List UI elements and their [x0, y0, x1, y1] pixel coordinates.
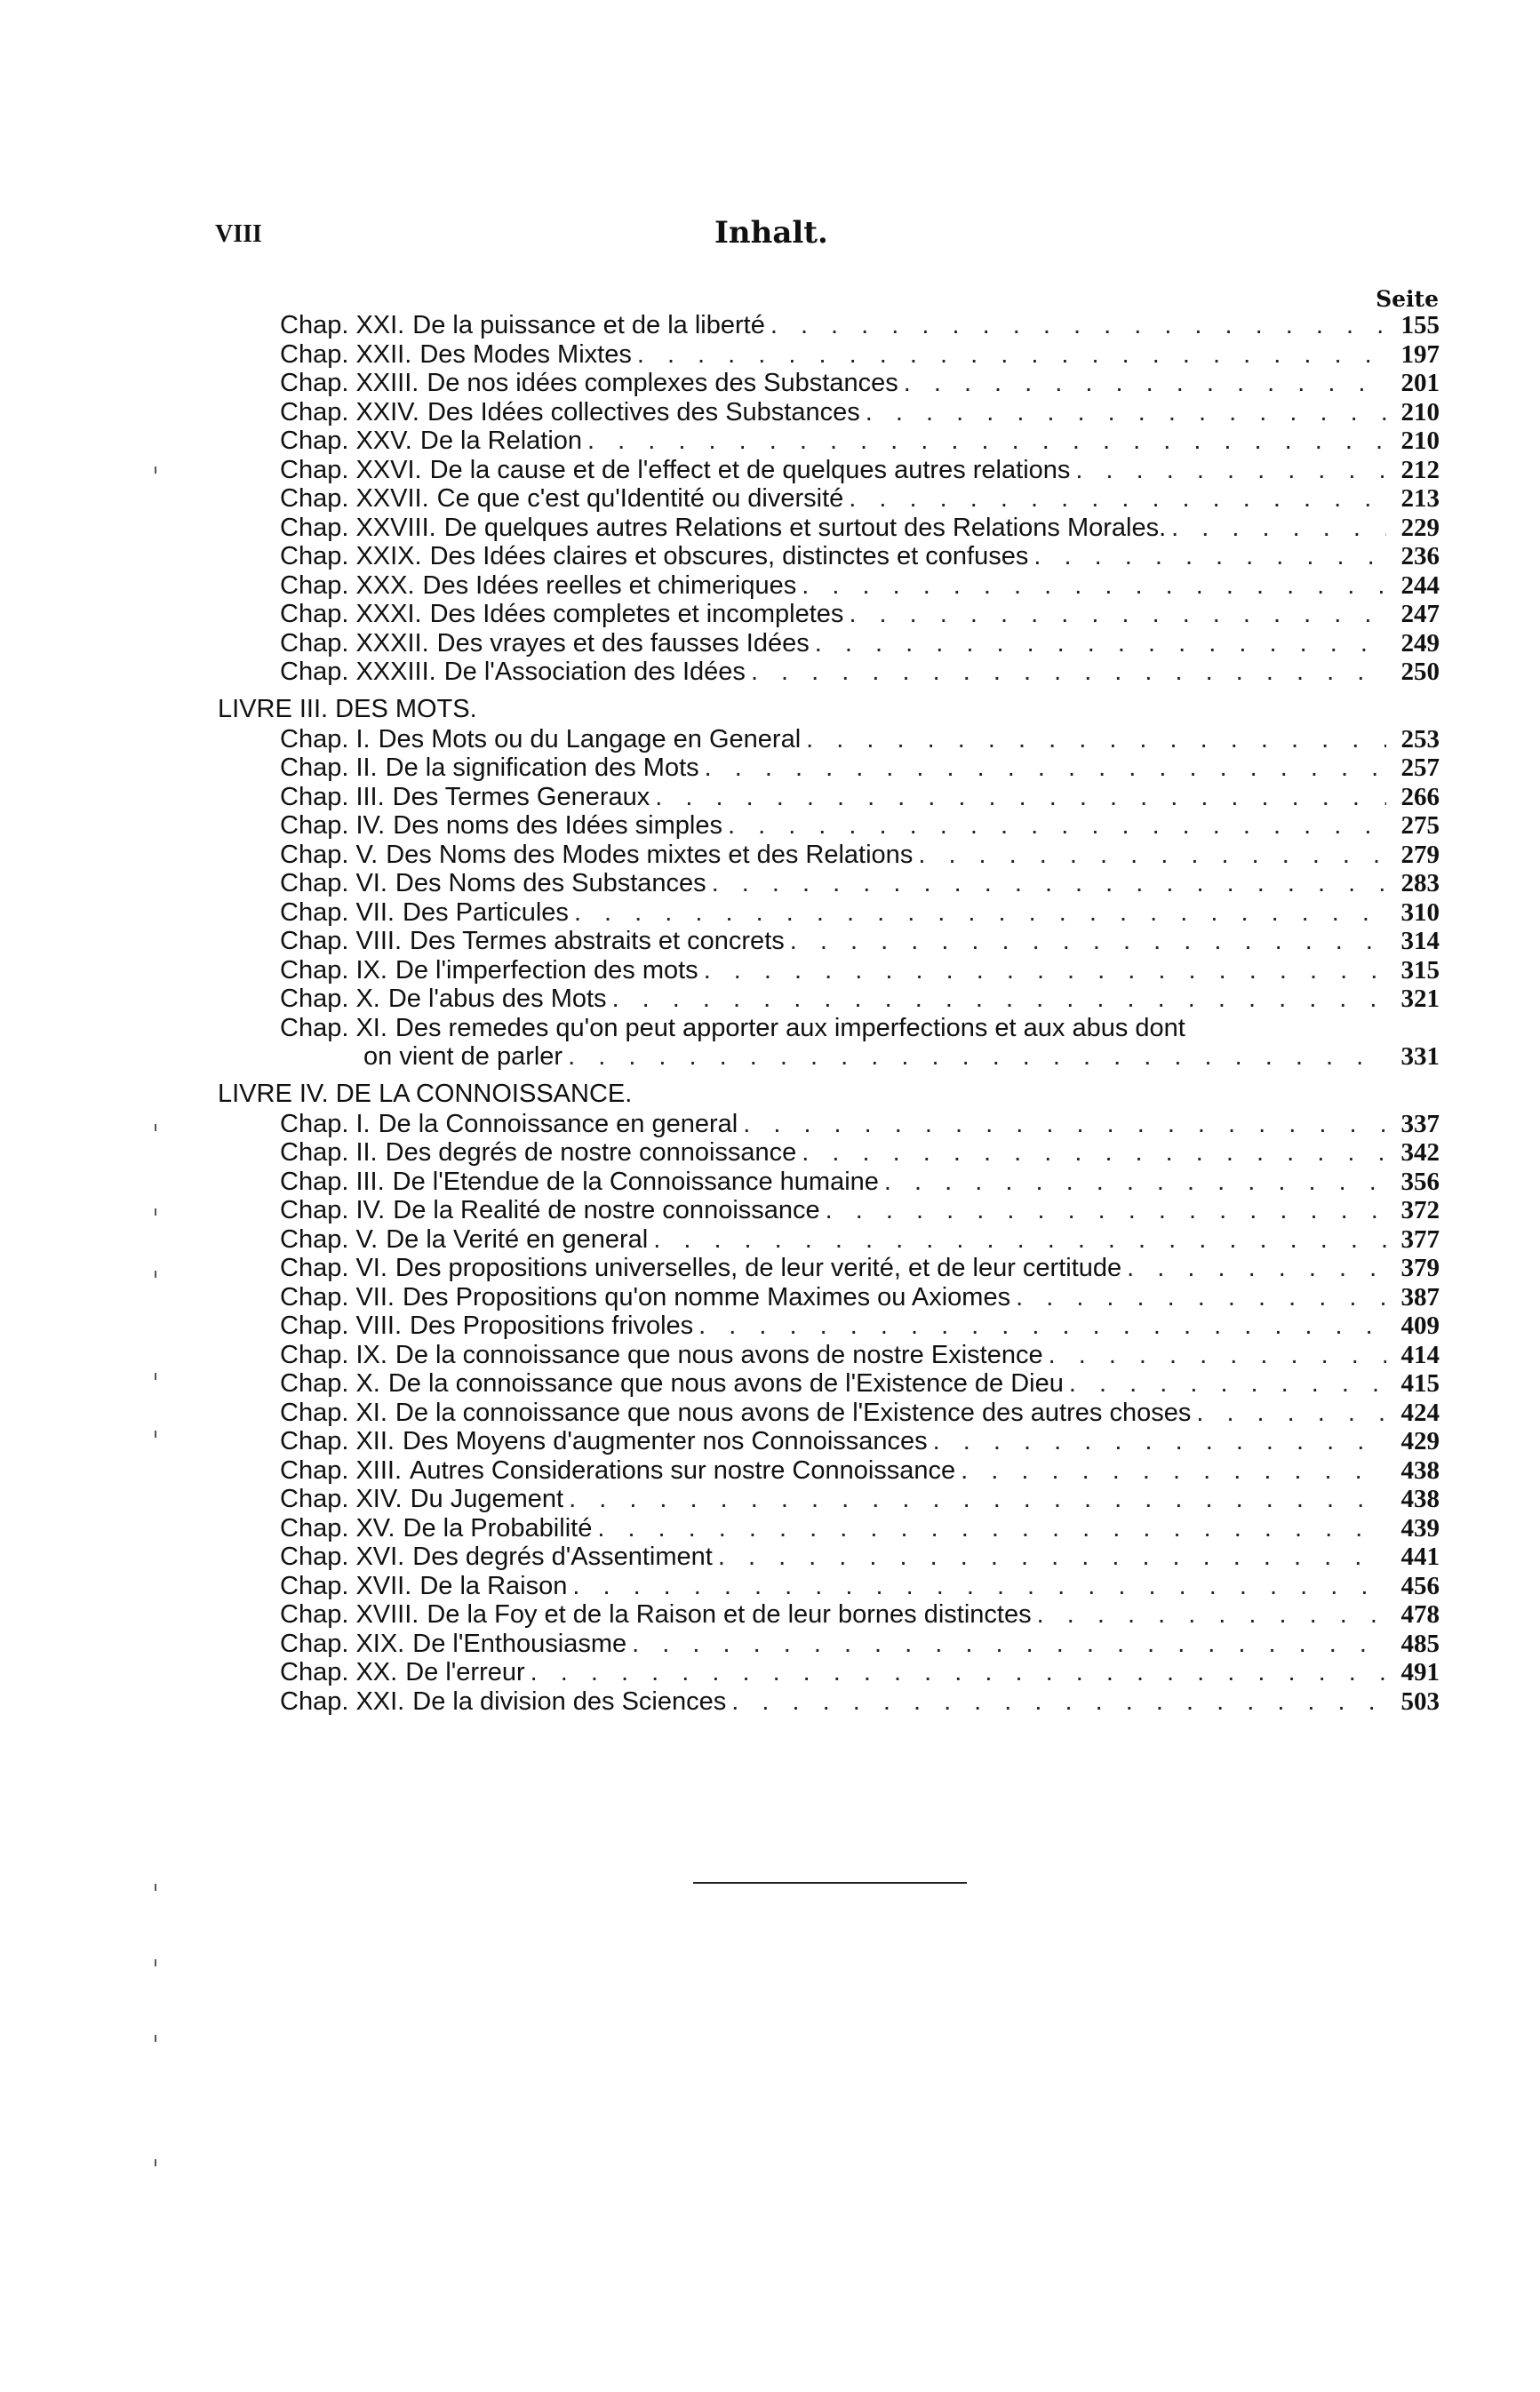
scan-speck — [155, 1884, 156, 1891]
chapter-number: Chap. X. — [280, 985, 380, 1013]
chapter-number: Chap. IX. — [280, 1340, 387, 1369]
toc-entry — [218, 311, 1440, 340]
toc-entry — [218, 927, 1440, 956]
chapter-title: Des remedes qu'on peut apporter aux imperfections et aux abus dont — [395, 1013, 1185, 1042]
toc-entry — [218, 1341, 1440, 1370]
page-ref: 372 — [1400, 1196, 1440, 1224]
chapter-title: De nos idées complexes des Substances — [427, 369, 898, 397]
toc-entry — [218, 1225, 1440, 1255]
page-ref: 249 — [1400, 628, 1440, 658]
page-ref: 485 — [1400, 1629, 1440, 1658]
leader-dots — [637, 340, 1386, 370]
chapter-title: Des Propositions frivoles — [410, 1312, 694, 1340]
scan-speck — [155, 466, 156, 474]
chapter-title: De la Raison — [419, 1571, 568, 1600]
leader-dots — [1033, 542, 1386, 571]
scan-speck — [155, 2159, 156, 2166]
toc-entry — [218, 1196, 1440, 1225]
page-ref: 247 — [1400, 600, 1440, 628]
toc-entry — [218, 1687, 1440, 1717]
chapter-number: Chap. I. — [280, 1109, 371, 1138]
toc-entry — [218, 456, 1440, 485]
chapter-number: Chap. XI. — [280, 1398, 387, 1427]
page-ref: 438 — [1400, 1485, 1440, 1513]
leader-dots — [743, 1110, 1386, 1139]
leader-dots — [531, 1658, 1386, 1687]
chapter-title: De la signification des Mots — [385, 753, 699, 782]
chapter-number: Chap. II. — [280, 1138, 378, 1167]
leader-dots — [704, 956, 1386, 985]
page-ref: 503 — [1400, 1686, 1440, 1716]
leader-dots — [1075, 456, 1386, 485]
page-title: Inhalt. — [714, 215, 828, 251]
page-ref: 197 — [1400, 339, 1440, 369]
page-ref: 213 — [1400, 484, 1440, 513]
leader-dots — [933, 1427, 1386, 1456]
leader-dots — [612, 985, 1386, 1014]
chapter-number: Chap. I. — [280, 724, 371, 753]
chapter-number: Chap. XXXII. — [280, 628, 429, 658]
leader-dots — [802, 571, 1386, 601]
toc-entry — [218, 1399, 1440, 1428]
chapter-title: Des Propositions qu'on nomme Maximes ou Axiomes — [402, 1282, 1011, 1312]
page-ref: 201 — [1400, 369, 1440, 397]
toc-entry — [218, 1110, 1440, 1139]
end-rule — [693, 1882, 967, 1884]
chapter-title: Du Jugement — [410, 1485, 564, 1513]
chapter-title: De la Probabilité — [403, 1513, 593, 1543]
leader-dots — [655, 783, 1386, 812]
chapter-title: Des propositions universelles, de leur verité, et de leur certitude — [395, 1254, 1122, 1282]
section-heading: LIVRE III. DES MOTS. — [218, 694, 477, 723]
chapter-title: De la Realité de nostre connoissance — [393, 1196, 820, 1224]
page-ref: 155 — [1400, 311, 1440, 339]
chapter-title: De l'Association des Idées — [443, 658, 746, 686]
chapter-number: Chap. XIX. — [280, 1629, 405, 1658]
page-ref: 441 — [1400, 1543, 1440, 1571]
chapter-number: Chap. XIV. — [280, 1485, 403, 1513]
scan-speck — [155, 1373, 156, 1380]
toc-entry — [218, 1456, 1440, 1486]
chapter-number: Chap. XVI. — [280, 1543, 405, 1571]
toc-entry — [218, 1572, 1440, 1601]
chapter-number: Chap. XV. — [280, 1513, 395, 1543]
page-ref: 342 — [1400, 1138, 1440, 1167]
chapter-title: Des Noms des Substances — [395, 869, 706, 897]
page-ref: 266 — [1400, 782, 1440, 811]
leader-dots — [705, 753, 1386, 783]
scan-speck — [155, 1208, 156, 1216]
leader-dots — [1171, 514, 1386, 543]
chapter-title: De la Connoissance en general — [378, 1109, 738, 1138]
toc-entry — [218, 1369, 1440, 1399]
leader-dots — [790, 927, 1386, 956]
toc-entry — [218, 956, 1440, 985]
toc-entry — [218, 484, 1440, 514]
toc-entry — [218, 571, 1440, 601]
leader-dots — [587, 427, 1386, 456]
chapter-number: Chap. VIII. — [280, 1312, 403, 1340]
page-number: VIII — [215, 220, 262, 248]
chapter-number: Chap. XVII. — [280, 1571, 412, 1600]
scan-speck — [155, 1959, 156, 1966]
chapter-number: Chap. XXI. — [280, 311, 405, 339]
toc-entry — [218, 1427, 1440, 1456]
leader-dots — [632, 1630, 1386, 1659]
toc-entry — [218, 841, 1440, 870]
section-heading: LIVRE IV. DE LA CONNOISSANCE. — [218, 1079, 633, 1108]
page-ref: 212 — [1400, 455, 1440, 484]
leader-dots — [1127, 1254, 1386, 1283]
page-ref: 356 — [1400, 1167, 1440, 1196]
chapter-number: Chap. II. — [280, 753, 378, 782]
toc-entry — [218, 1658, 1440, 1687]
toc-entry — [218, 753, 1440, 783]
chapter-title: Des Idées collectives des Substances — [427, 397, 860, 427]
scan-speck — [155, 1431, 156, 1438]
chapter-title: De l'abus des Mots — [387, 985, 607, 1013]
toc-entry-continuation — [218, 1042, 1440, 1072]
chapter-number: Chap. XX. — [280, 1658, 398, 1686]
page-ref: 478 — [1400, 1600, 1440, 1629]
toc-entry — [218, 1630, 1440, 1659]
page-ref: 315 — [1400, 955, 1440, 985]
chapter-title: De l'Enthousiasme — [412, 1629, 627, 1658]
leader-dots — [597, 1514, 1386, 1543]
chapter-title: Des Modes Mixtes — [419, 339, 632, 369]
chapter-title: De l'erreur — [405, 1658, 525, 1686]
page-ref: 210 — [1400, 427, 1440, 455]
page-ref: 279 — [1400, 840, 1440, 869]
chapter-title-continued: on vient de parler — [363, 1042, 563, 1071]
chapter-title: Des degrés de nostre connoissance — [385, 1138, 797, 1167]
toc-entry — [218, 1168, 1440, 1197]
page-ref: 415 — [1400, 1369, 1440, 1398]
chapter-number: Chap. XXV. — [280, 427, 412, 455]
page-ref: 331 — [1400, 1042, 1440, 1071]
chapter-title: Des Noms des Modes mixtes et des Relations — [386, 840, 914, 869]
chapter-number: Chap. XII. — [280, 1427, 395, 1455]
page-ref: 429 — [1400, 1427, 1440, 1455]
page-ref: 456 — [1400, 1571, 1440, 1600]
scan-speck — [155, 1271, 156, 1278]
page-ref: 310 — [1400, 897, 1440, 927]
chapter-title: Autres Considerations sur nostre Connoissance — [410, 1455, 956, 1485]
toc-entry — [218, 1485, 1440, 1514]
chapter-number: Chap. XI. — [280, 1013, 387, 1042]
chapter-number: Chap. XXVIII. — [280, 513, 436, 542]
leader-dots — [849, 600, 1386, 629]
chapter-number: Chap. XXXI. — [280, 600, 422, 628]
chapter-title: De la connoissance que nous avons de nostre Existence — [395, 1340, 1043, 1369]
leader-dots — [884, 1168, 1386, 1197]
toc-entry — [218, 542, 1440, 571]
leader-dots — [1069, 1369, 1386, 1399]
toc-entry — [218, 427, 1440, 456]
chapter-title: Des Mots ou du Langage en General — [378, 724, 802, 753]
toc-entry — [218, 1254, 1440, 1283]
chapter-number: Chap. IX. — [280, 955, 387, 985]
leader-dots — [1196, 1399, 1386, 1428]
scan-speck — [155, 1124, 156, 1131]
chapter-title: De la puissance et de la liberté — [412, 311, 765, 339]
toc-entry — [218, 398, 1440, 427]
chapter-title: Des noms des Idées simples — [393, 811, 722, 840]
chapter-title: De l'imperfection des mots — [395, 955, 698, 985]
leader-dots — [698, 1312, 1386, 1341]
chapter-title: Des Idées completes et incompletes — [429, 600, 844, 628]
chapter-number: Chap. VII. — [280, 1282, 395, 1312]
chapter-title: Des Idées reelles et chimeriques — [422, 570, 797, 600]
leader-dots — [751, 658, 1386, 687]
chapter-number: Chap. V. — [280, 1224, 379, 1254]
chapter-number: Chap. IV. — [280, 1196, 386, 1224]
toc-entry — [218, 514, 1440, 543]
chapter-number: Chap. XXVII. — [280, 484, 429, 513]
chapter-title: De la connoissance que nous avons de l'Existence de Dieu — [387, 1369, 1064, 1398]
toc-entry — [218, 629, 1440, 658]
table-of-contents — [218, 311, 1440, 1716]
leader-dots — [815, 629, 1386, 658]
page-ref: 236 — [1400, 542, 1440, 570]
leader-dots — [728, 811, 1386, 841]
chapter-title: Des Termes abstraits et concrets — [410, 927, 785, 955]
page-ref: 321 — [1400, 985, 1440, 1013]
chapter-title: Des vrayes et des fausses Idées — [436, 628, 810, 658]
chapter-number: Chap. XXXIII. — [280, 658, 436, 686]
leader-dots — [961, 1456, 1386, 1486]
toc-entry — [218, 811, 1440, 841]
chapter-title: Des degrés d'Assentiment — [412, 1543, 713, 1571]
toc-entry — [218, 340, 1440, 370]
toc-entry — [218, 1312, 1440, 1341]
chapter-number: Chap. XIII. — [280, 1455, 403, 1485]
leader-dots — [712, 869, 1386, 898]
seite-label: Seite — [1376, 286, 1439, 312]
chapter-title: De la Relation — [419, 427, 583, 455]
chapter-number: Chap. XXI. — [280, 1686, 405, 1716]
toc-entry — [218, 783, 1440, 812]
chapter-number: Chap. VIII. — [280, 927, 403, 955]
leader-dots — [918, 841, 1386, 870]
toc-entry — [218, 1014, 1440, 1043]
page-ref: 314 — [1400, 927, 1440, 955]
toc-entry — [218, 1283, 1440, 1312]
page-ref: 250 — [1400, 658, 1440, 686]
chapter-number: Chap. XXII. — [280, 339, 412, 369]
chapter-title: De la cause et de l'effect et de quelques autres relations — [429, 455, 1071, 484]
toc-entry — [218, 1138, 1440, 1168]
chapter-number: Chap. IV. — [280, 811, 386, 840]
page-ref: 275 — [1400, 811, 1440, 840]
page-ref: 379 — [1400, 1254, 1440, 1282]
page-ref: 337 — [1400, 1109, 1440, 1138]
page-ref: 377 — [1400, 1224, 1440, 1254]
chapter-number: Chap. VI. — [280, 869, 387, 897]
chapter-number: Chap. XXIII. — [280, 369, 419, 397]
chapter-number: Chap. X. — [280, 1369, 380, 1398]
toc-entry — [218, 600, 1440, 629]
leader-dots — [802, 1138, 1386, 1168]
chapter-title: De la Foy et de la Raison et de leur bornes distinctes — [427, 1600, 1032, 1629]
leader-dots — [731, 1687, 1386, 1717]
leader-dots — [849, 484, 1386, 514]
page-ref: 257 — [1400, 753, 1440, 782]
chapter-number: Chap. III. — [280, 1167, 385, 1196]
toc-entry — [218, 869, 1440, 898]
page-ref: 253 — [1400, 724, 1440, 753]
leader-dots — [806, 725, 1386, 754]
leader-dots — [770, 311, 1386, 340]
chapter-number: Chap. V. — [280, 840, 379, 869]
leader-dots — [569, 1485, 1386, 1514]
chapter-title: Des Particules — [402, 897, 569, 927]
chapter-number: Chap. III. — [280, 782, 385, 811]
page-ref: 244 — [1400, 570, 1440, 600]
page-ref: 438 — [1400, 1455, 1440, 1485]
leader-dots — [904, 369, 1386, 398]
page-ref: 229 — [1400, 513, 1440, 542]
chapter-title: Des Idées claires et obscures, distinctes et confuses — [429, 542, 1029, 570]
toc-entry — [218, 898, 1440, 928]
toc-entry — [218, 1543, 1440, 1572]
leader-dots — [866, 398, 1386, 427]
chapter-title: De la connoissance que nous avons de l'Existence des autres choses — [395, 1398, 1192, 1427]
chapter-title: Des Moyens d'augmenter nos Connoissances — [402, 1427, 928, 1455]
chapter-number: Chap. XVIII. — [280, 1600, 419, 1629]
chapter-number: Chap. VI. — [280, 1254, 387, 1282]
toc-entry — [218, 985, 1440, 1014]
scan-speck — [155, 2035, 156, 2042]
leader-dots — [1037, 1600, 1386, 1630]
page-ref: 491 — [1400, 1658, 1440, 1686]
chapter-number: Chap. XXIX. — [280, 542, 422, 570]
chapter-number: Chap. VII. — [280, 897, 395, 927]
leader-dots — [574, 898, 1386, 928]
leader-dots — [568, 1042, 1386, 1072]
chapter-title: De la division des Sciences — [412, 1686, 727, 1716]
chapter-number: Chap. XXVI. — [280, 455, 422, 484]
page-ref: 414 — [1400, 1340, 1440, 1369]
toc-entry — [218, 1600, 1440, 1630]
page-ref: 424 — [1400, 1398, 1440, 1427]
chapter-title: De l'Etendue de la Connoissance humaine — [392, 1167, 879, 1196]
leader-dots — [653, 1225, 1386, 1255]
page-ref: 387 — [1400, 1282, 1440, 1312]
chapter-title: Des Termes Generaux — [392, 782, 650, 811]
leader-dots — [1016, 1283, 1386, 1312]
chapter-title: De la Verité en general — [386, 1224, 649, 1254]
chapter-title: Ce que c'est qu'Identité ou diversité — [436, 484, 844, 513]
page-ref: 439 — [1400, 1513, 1440, 1543]
leader-dots — [572, 1572, 1386, 1601]
chapter-title: De quelques autres Relations et surtout des Relations Morales. — [443, 513, 1167, 542]
page-ref: 409 — [1400, 1312, 1440, 1340]
page-ref: 210 — [1400, 397, 1440, 427]
toc-entry — [218, 369, 1440, 398]
toc-entry — [218, 725, 1440, 754]
toc-entry — [218, 1514, 1440, 1543]
page-ref: 283 — [1400, 869, 1440, 897]
toc-entry — [218, 658, 1440, 687]
leader-dots — [718, 1543, 1386, 1572]
leader-dots — [826, 1196, 1386, 1225]
chapter-number: Chap. XXIV. — [280, 397, 419, 427]
leader-dots — [1049, 1341, 1386, 1370]
chapter-number: Chap. XXX. — [280, 570, 415, 600]
